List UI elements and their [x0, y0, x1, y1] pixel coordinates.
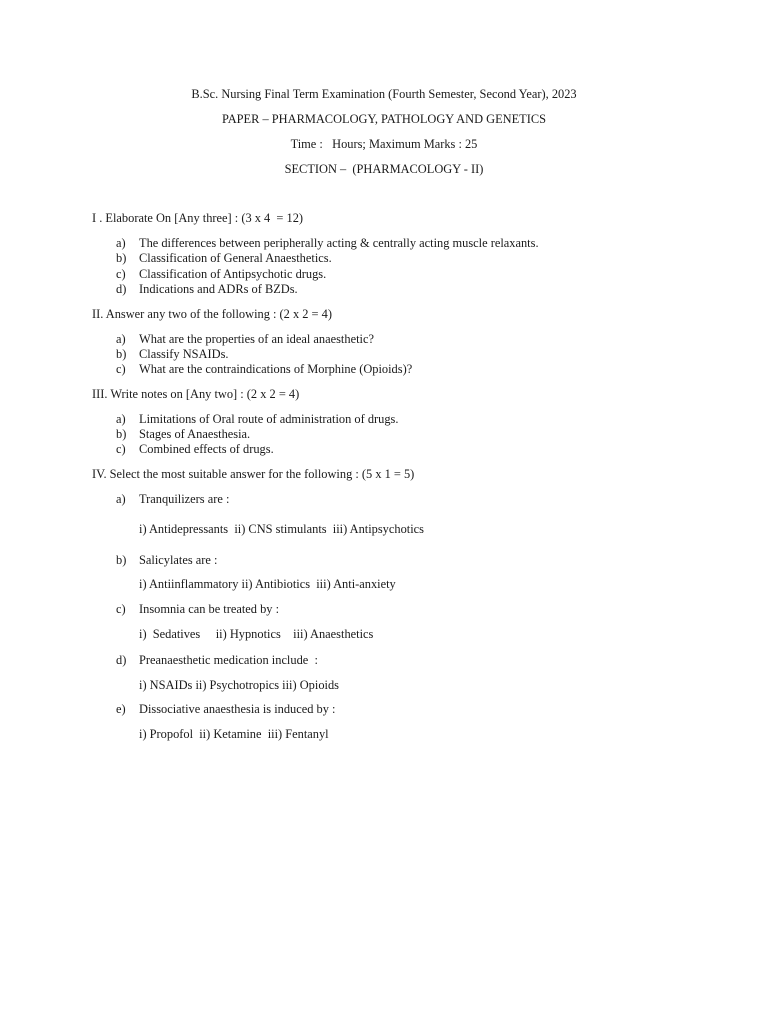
question-label: a)	[116, 412, 126, 426]
section-1-heading: I . Elaborate On [Any three] : (3 x 4 = 12)	[92, 211, 304, 225]
mcq-question: Dissociative anaesthesia is induced by :	[139, 702, 336, 716]
mcq-label: a)	[116, 492, 126, 506]
mcq-question: Salicylates are :	[139, 553, 218, 567]
question-text: Stages of Anaesthesia.	[139, 427, 251, 441]
question-label: b)	[116, 251, 127, 265]
section-title: SECTION – (PHARMACOLOGY - II)	[284, 162, 484, 176]
exam-title: B.Sc. Nursing Final Term Examination (Fourth Semester, Second Year), 2023	[191, 87, 577, 101]
time-and-marks: Time : Hours; Maximum Marks : 25	[290, 137, 478, 151]
question-label: c)	[116, 362, 126, 376]
question-text: Indications and ADRs of BZDs.	[139, 282, 298, 296]
question-text: Classification of General Anaesthetics.	[139, 251, 332, 265]
question-text: Combined effects of drugs.	[139, 442, 274, 456]
question-label: b)	[116, 347, 127, 361]
question-text: What are the properties of an ideal anaesthetic?	[139, 332, 374, 346]
mcq-label: d)	[116, 653, 127, 667]
mcq-label: c)	[116, 602, 126, 616]
question-text: Classification of Antipsychotic drugs.	[139, 267, 327, 281]
question-label: d)	[116, 282, 127, 296]
question-label: a)	[116, 236, 126, 250]
paper-title: PAPER – PHARMACOLOGY, PATHOLOGY AND GENETICS	[221, 112, 547, 126]
mcq-label: b)	[116, 553, 127, 567]
question-text: Classify NSAIDs.	[139, 347, 229, 361]
question-text: Limitations of Oral route of administration of drugs.	[139, 412, 399, 426]
question-label: c)	[116, 267, 126, 281]
mcq-question: Preanaesthetic medication include :	[139, 653, 318, 667]
section-3-heading: III. Write notes on [Any two] : (2 x 2 = 4)	[92, 387, 300, 401]
mcq-options: i) Sedatives ii) Hypnotics iii) Anaesthetics	[139, 627, 374, 641]
question-label: b)	[116, 427, 127, 441]
mcq-options: i) Antidepressants ii) CNS stimulants iii) Antipsychotics	[139, 522, 424, 536]
mcq-question: Tranquilizers are :	[139, 492, 230, 506]
question-text: What are the contraindications of Morphine (Opioids)?	[139, 362, 413, 376]
mcq-options: i) Antiinflammatory ii) Antibiotics iii) Anti-anxiety	[139, 577, 396, 591]
question-label: c)	[116, 442, 126, 456]
question-text: The differences between peripherally acting & centrally acting muscle relaxants.	[139, 236, 539, 250]
mcq-label: e)	[116, 702, 126, 716]
section-4-heading: IV. Select the most suitable answer for the following : (5 x 1 = 5)	[92, 467, 415, 481]
mcq-options: i) Propofol ii) Ketamine iii) Fentanyl	[139, 727, 329, 741]
mcq-options: i) NSAIDs ii) Psychotropics iii) Opioids	[139, 678, 339, 692]
section-2-heading: II. Answer any two of the following : (2 x 2 = 4)	[92, 307, 332, 321]
question-label: a)	[116, 332, 126, 346]
mcq-question: Insomnia can be treated by :	[139, 602, 280, 616]
